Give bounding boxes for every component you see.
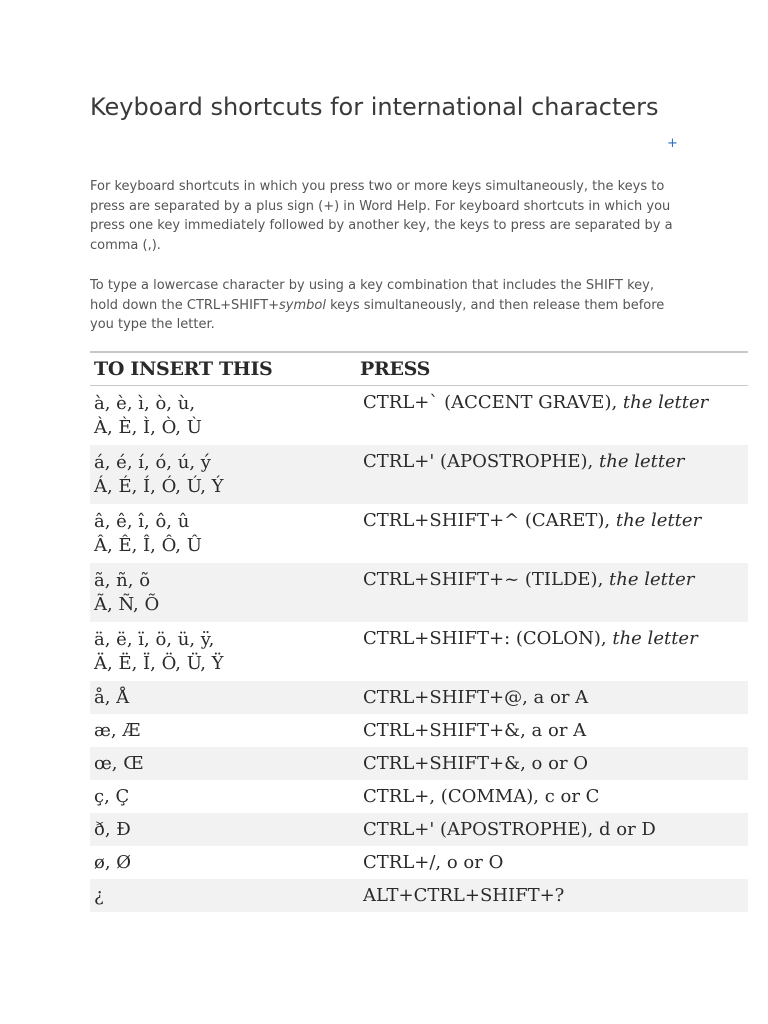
shortcut-cell [359,504,748,563]
shortcut-line [363,391,748,415]
table-row [90,780,748,813]
table-row [90,563,748,622]
characters-cell [90,622,359,681]
characters-cell-content [90,780,359,809]
table-row [90,386,748,446]
shortcut-keys: CTRL+SHIFT+@, a or A [363,687,589,708]
character-line: Á, É, Í, Ó, Ú, Ý [94,475,224,497]
table-row [90,445,748,504]
shortcut-cell [359,747,748,780]
lowercase-text-start: To type a lowercase character by using a key combination that includes the SHIFT key, hold down the CTRL+SHIFT+ [90,278,655,313]
shortcut-keys: CTRL+SHIFT+&, a or A [363,720,587,741]
page-title: Keyboard shortcuts for international characters [90,93,659,121]
character-line: ð, Đ [94,819,131,840]
shortcut-cell-content [359,445,748,474]
shortcut-cell-content [359,846,748,875]
characters-cell [90,780,359,813]
shortcut-line [363,785,748,809]
lowercase-paragraph [90,276,685,335]
shortcut-line [363,627,748,651]
shortcuts-table [90,351,748,912]
characters-cell [90,714,359,747]
shortcut-cell-content [359,622,748,651]
shortcut-cell [359,813,748,846]
characters-cell [90,879,359,912]
table-row [90,813,748,846]
shortcut-line [363,752,748,776]
character-line: ä, ë, ï, ö, ü, ÿ, [94,629,215,650]
shortcut-line [363,884,748,908]
shortcut-keys: CTRL+SHIFT+~ (TILDE), [363,569,610,590]
shortcut-cell [359,622,748,681]
table-row [90,622,748,681]
intro-paragraph: For keyboard shortcuts in which you press two or more keys simultaneously, the keys to press are separated by a plus sign (+) in Word Help. For keyboard shortcuts in which you press one key immediately followed by another key, the keys to press are separated by a comma (,). [90,179,673,253]
shortcut-line [363,818,748,842]
shortcut-keys: CTRL+, (COMMA), c or C [363,786,600,807]
shortcut-suffix: the letter [599,451,685,472]
character-line: æ, Æ [94,720,141,741]
table-body [90,386,748,913]
header-to-insert: TO INSERT THIS [90,352,359,386]
table-row [90,504,748,563]
shortcut-line [363,568,748,592]
shortcut-keys: CTRL+SHIFT+: (COLON), [363,628,613,649]
shortcut-keys: CTRL+SHIFT+&, o or O [363,753,589,774]
shortcut-cell [359,714,748,747]
table-row [90,879,748,912]
shortcut-cell [359,681,748,714]
character-line: ¿ [94,885,104,906]
character-line: â, ê, î, ô, û [94,511,190,532]
characters-cell-content [90,504,359,557]
symbol-italic: symbol [279,297,326,313]
shortcut-line [363,686,748,710]
shortcut-keys: CTRL+SHIFT+^ (CARET), [363,510,616,531]
character-line: á, é, í, ó, ú, ý [94,452,211,473]
characters-cell [90,681,359,714]
shortcut-cell-content [359,714,748,743]
characters-cell-content [90,563,359,616]
characters-cell [90,504,359,563]
characters-cell [90,563,359,622]
shortcut-cell [359,563,748,622]
characters-cell-content [90,846,359,875]
characters-cell-content [90,386,359,439]
shortcut-cell-content [359,386,748,415]
shortcut-cell [359,445,748,504]
table-row [90,681,748,714]
shortcut-keys: CTRL+' (APOSTROPHE), d or D [363,819,656,840]
characters-cell-content [90,622,359,675]
shortcut-keys: CTRL+' (APOSTROPHE), [363,451,599,472]
character-line: Ã, Ñ, Õ [94,593,160,615]
shortcut-cell-content [359,681,748,710]
shortcut-line [363,450,748,474]
table-row [90,747,748,780]
character-line: Â, Ê, Î, Ô, Û [94,534,202,556]
shortcut-suffix: the letter [622,392,709,413]
characters-cell [90,846,359,879]
shortcut-keys: CTRL+/, o or O [363,852,504,873]
character-line: ã, ñ, õ [94,570,151,591]
shortcut-suffix: the letter [615,510,702,531]
shortcut-suffix: the letter [612,628,698,649]
shortcut-keys: CTRL+` (ACCENT GRAVE), [363,392,623,413]
shortcut-line [363,719,748,743]
character-line: å, Å [94,687,130,708]
shortcut-cell [359,780,748,813]
characters-cell-content [90,714,359,743]
shortcut-cell [359,386,748,446]
characters-cell [90,813,359,846]
shortcut-cell-content [359,813,748,842]
shortcut-keys: ALT+CTRL+SHIFT+? [363,885,565,906]
shortcut-cell [359,846,748,879]
characters-cell-content [90,813,359,842]
shortcut-suffix: the letter [609,569,695,590]
shortcut-cell-content [359,879,748,908]
table-row [90,714,748,747]
characters-cell-content [90,445,359,498]
shortcut-cell-content [359,563,748,592]
character-line: ç, Ç [94,786,130,807]
character-line: Ä, Ë, Ï, Ö, Ü, Ÿ [94,652,224,674]
character-line: ø, Ø [94,852,132,873]
lowercase-text-end: keys simultaneously, and then release them before you type the letter. [90,297,665,332]
shortcut-line [363,509,748,533]
shortcut-cell [359,879,748,912]
characters-cell-content [90,879,359,908]
characters-cell [90,386,359,446]
characters-cell [90,747,359,780]
table-row [90,846,748,879]
characters-cell-content [90,747,359,776]
character-line: À, È, Ì, Ò, Ù [94,416,202,438]
characters-cell [90,445,359,504]
character-line: œ, Œ [94,753,144,774]
header-press: PRESS [359,352,748,386]
character-line: à, è, ì, ò, ù, [94,393,196,414]
expand-plus-link[interactable]: + [667,136,678,151]
characters-cell-content [90,681,359,710]
shortcut-cell-content [359,780,748,809]
table-header-row [90,352,748,386]
shortcut-cell-content [359,747,748,776]
shortcut-cell-content [359,504,748,533]
shortcut-line [363,851,748,875]
